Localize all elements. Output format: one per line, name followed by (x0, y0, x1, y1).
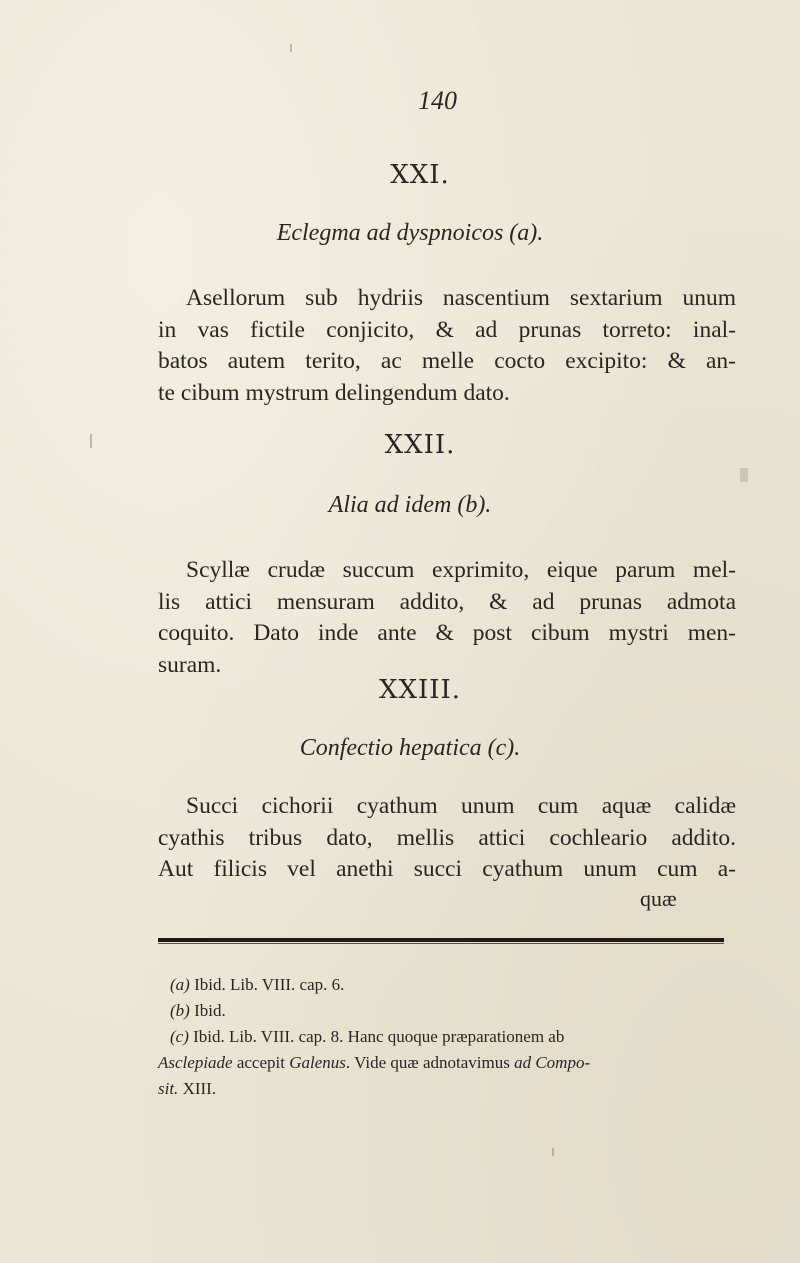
paper-speck (90, 434, 92, 448)
footnotes (158, 972, 738, 1102)
text-line: te cibum mystrum delingendum dato. (158, 379, 510, 406)
footnote-text: Ibid. (194, 1001, 226, 1020)
text-line: Asellorum sub hydriis nascentium sextarium unum (186, 285, 736, 311)
footnote-c-continued (158, 1076, 738, 1102)
footnote-mark: (a) (170, 975, 190, 994)
footnote-text: . Vide quæ adnotavimus (345, 1053, 515, 1072)
footnote-mark: (b) (170, 1001, 190, 1020)
paper-speck (552, 1148, 554, 1156)
text-line: suram. (158, 651, 222, 678)
footnote-a (158, 972, 738, 998)
footnote-text: XIII. (178, 1079, 217, 1098)
recipe-text-xxiii (158, 791, 736, 886)
footnote-c-continued (158, 1050, 738, 1076)
footnote-text: Ibid. Lib. VIII. cap. 8. Hanc quoque præparationem ab (193, 1027, 565, 1046)
footnote-b (158, 998, 738, 1024)
section-number-xxiii: XXIII. (378, 675, 462, 705)
recipe-text-xxii (158, 555, 736, 681)
text-line: batos autem terito, ac melle cocto excipito: & an- (158, 348, 736, 374)
footnote-mark: (c) (170, 1027, 189, 1046)
recipe-title-xxi: Eclegma ad dyspnoicos (a). (276, 220, 544, 246)
text-line: coquito. Dato inde ante & post cibum mystri men- (158, 620, 736, 646)
page-number: 140 (418, 86, 457, 115)
recipe-title-xxii: Alia ad idem (b). (328, 492, 492, 518)
footnote-rule (158, 938, 724, 942)
catchword: quæ (640, 886, 677, 911)
recipe-text-xxi (158, 283, 736, 409)
paper-speck (740, 468, 748, 482)
footnote-text: accepit (232, 1053, 290, 1072)
footnote-italic: Asclepiade (158, 1053, 233, 1072)
footnote-italic: Galenus (289, 1053, 346, 1072)
text-line: Scyllæ crudæ succum exprimito, eique parum mel- (186, 557, 736, 583)
text-line: cyathis tribus dato, mellis attici cochleario addito. (158, 824, 736, 851)
section-number-xxi: XXI. (390, 160, 450, 190)
text-line: lis attici mensuram addito, & ad prunas admota (158, 588, 736, 615)
footnote-rule-thin (158, 943, 724, 944)
text-line: in vas fictile conjicito, & ad prunas torreto: inal- (158, 316, 736, 343)
footnote-c (158, 1024, 738, 1050)
footnote-text: Ibid. Lib. VIII. cap. 6. (194, 975, 345, 994)
text-line: Aut filicis vel anethi succi cyathum unum cum a- (158, 856, 736, 882)
footnote-italic: sit. (158, 1079, 179, 1098)
text-line: Succi cichorii cyathum unum cum aquæ calidæ (186, 793, 736, 819)
footnote-italic: ad Compo- (514, 1053, 591, 1072)
recipe-title-xxiii: Confectio hepatica (c). (299, 735, 521, 761)
paper-speck (290, 44, 292, 52)
section-number-xxii: XXII. (384, 430, 456, 460)
